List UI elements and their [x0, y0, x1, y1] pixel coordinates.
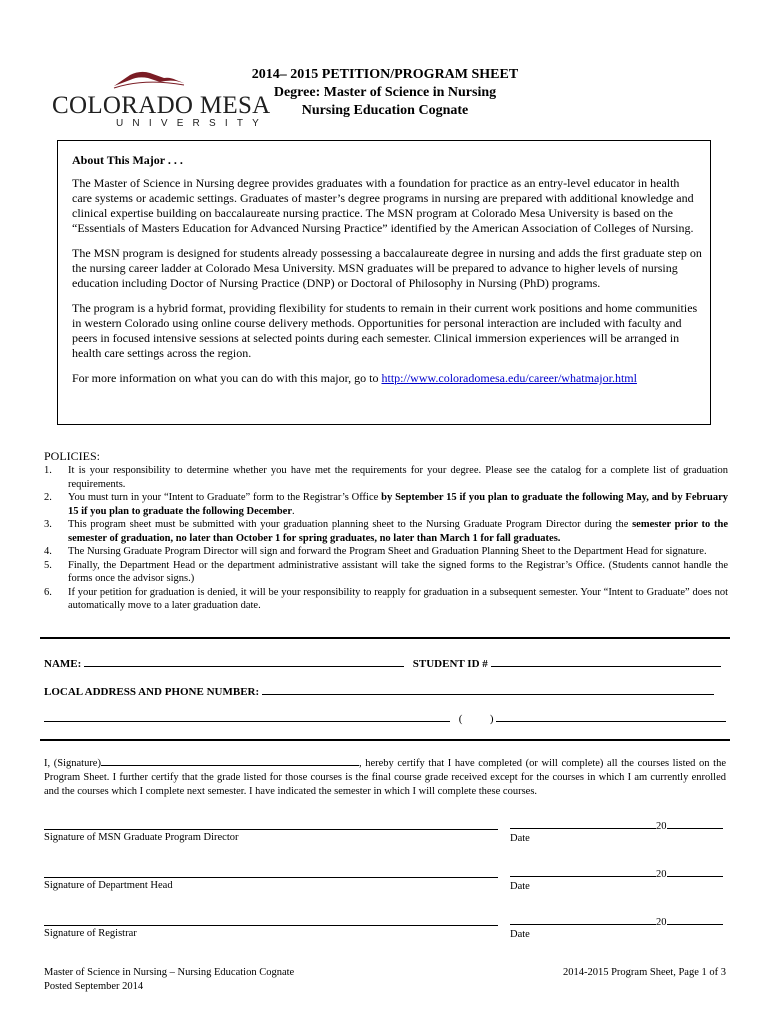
signature-label: Signature of Department Head — [44, 880, 173, 891]
phone-field[interactable] — [496, 711, 726, 722]
date-label: Date — [510, 833, 530, 844]
address-row — [44, 684, 714, 698]
date-block-registrar — [510, 914, 726, 940]
address-field[interactable] — [262, 684, 714, 695]
address-line-2-field[interactable] — [44, 711, 450, 722]
date-field[interactable] — [510, 866, 656, 877]
date-label: Date — [510, 881, 530, 892]
footer-program: Master of Science in Nursing – Nursing Education Cognate — [44, 967, 295, 978]
title-line-2: Degree: Master of Science in Nursing — [273, 85, 497, 100]
policy-item — [44, 586, 728, 613]
policy-text: You must turn in your “Intent to Graduate” form to the Registrar’s Office — [68, 492, 382, 503]
policy-number: 5. — [44, 559, 52, 571]
policy-deadline: semester prior to the semester of graduation, no later than October 1 for spring graduates, no later than March 1 for fall graduates. — [68, 519, 729, 544]
page-title — [240, 66, 530, 120]
date-field[interactable] — [510, 818, 656, 829]
policy-number: 4. — [44, 546, 52, 557]
about-major-box — [57, 140, 711, 425]
footer-left — [44, 966, 294, 994]
signature-block-department-head — [44, 877, 498, 891]
name-label: NAME: — [44, 658, 82, 670]
title-line-1: 2014– 2015 PETITION/PROGRAM SHEET — [251, 67, 519, 82]
year-field[interactable] — [667, 866, 723, 877]
date-block-department-head — [510, 866, 726, 892]
certify-text: , hereby certify that I have completed (or will complete) all the courses listed on the Program Sheet. I further certify that the grade listed for those courses is the final course grade received except for the courses in which I am currently enrolled and the courses which I complete next semester. I have indicated the semester in which I will complete these courses. — [44, 758, 726, 797]
name-field[interactable] — [84, 656, 404, 667]
university-logo — [52, 66, 271, 130]
year-prefix: 20 — [656, 869, 667, 880]
year-prefix: 20 — [656, 821, 667, 832]
policy-item — [44, 491, 728, 518]
policy-text: Finally, the Department Head or the department administrative assistant will take the signed forms to the Registrar’s Office. (Students cannot handle the forms once the advisor signs.) — [68, 559, 728, 584]
footer-posted: Posted September 2014 — [44, 981, 144, 992]
address-row-2 — [44, 711, 726, 725]
policies-list — [44, 464, 728, 613]
signature-label: Signature of Registrar — [44, 928, 137, 939]
date-field[interactable] — [510, 914, 656, 925]
career-link[interactable]: http://www.coloradomesa.edu/career/whatmajor.html — [381, 371, 637, 385]
policy-text: The Nursing Graduate Program Director will sign and forward the Program Sheet and Graduation Planning Sheet to the Department Head for signature. — [68, 546, 707, 557]
signature-label: Signature of MSN Graduate Program Director — [44, 832, 239, 843]
student-id-label: STUDENT ID # — [412, 658, 488, 670]
about-heading: About This Major . . . — [72, 153, 183, 167]
policy-text-end: . — [291, 505, 295, 517]
phone-paren-open: ( — [458, 713, 463, 725]
area-code-field[interactable] — [465, 712, 487, 722]
year-field[interactable] — [667, 914, 723, 925]
date-label: Date — [510, 929, 530, 940]
about-paragraph-3: The program is a hybrid format, providing flexibility for students to remain in their current work positions and home communities in western Colorado using online course delivery methods. Opportunities for personal interaction are included with faculty and peers in focused intensive sessions at selected points during each semester. Clinical immersion experiences will be arranged in health care settings across the region. — [72, 301, 698, 360]
policy-item — [44, 559, 728, 586]
phone-paren-close: ) — [489, 713, 494, 725]
signature-block-registrar — [44, 925, 498, 939]
name-row — [44, 656, 721, 670]
section-divider-2 — [40, 739, 730, 741]
about-paragraph-2: The MSN program is designed for students already possessing a baccalaureate degree in nursing and adds the first graduate step on the nursing career ladder at Colorado Mesa University. MSN graduates will be prepared to advance to higher levels of nursing education including Doctor of Nursing Practice (DNP) or Doctoral of Philosophy in Nursing (PhD) programs. — [72, 246, 702, 290]
student-id-field[interactable] — [491, 656, 721, 667]
section-divider — [40, 637, 730, 639]
year-field[interactable] — [667, 818, 723, 829]
certify-prefix: I, (Signature) — [44, 758, 101, 769]
policy-number: 2. — [44, 492, 52, 503]
footer-page-info: 2014-2015 Program Sheet, Page 1 of 3 — [562, 967, 726, 978]
logo-subtitle: UNIVERSITY — [116, 118, 269, 129]
certification-statement — [44, 755, 726, 799]
policy-text: This program sheet must be submitted with your graduation planning sheet to the Nursing Graduate Program Director during the — [68, 519, 633, 530]
student-signature-field[interactable] — [101, 755, 359, 766]
title-line-3: Nursing Education Cognate — [301, 103, 469, 118]
about-paragraph-4 — [72, 371, 702, 386]
policy-number: 1. — [44, 465, 52, 476]
about-paragraph-1: The Master of Science in Nursing degree provides graduates with a foundation for practice as an entry-level educator in health care systems or academic settings. Graduates of master’s degree programs in nursing are prepared with additional knowledge and clinical expertise building on baccalaureate nursing practice. The MSN program at Colorado Mesa University is based on the “Essentials of Masters Education for Advanced Nursing Practice” identified by the American Association of Colleges of Nursing. — [72, 176, 694, 235]
more-info-text: For more information on what you can do with this major, go to — [72, 371, 382, 385]
logo-wordmark: COLORADO MESA — [52, 92, 271, 119]
policy-text: If your petition for graduation is denied, it will be your responsibility to reapply for graduation in a subsequent semester. Your “Intent to Graduate” does not automatically move to a later graduation date. — [68, 586, 728, 611]
registrar-signature-field[interactable] — [44, 925, 498, 926]
policy-item — [44, 518, 728, 545]
policy-item — [44, 464, 728, 491]
signature-block-director — [44, 829, 498, 843]
policy-text: It is your responsibility to determine whether you have met the requirements for your degree. Please see the catalog for a complete list of graduation requirements. — [68, 465, 728, 490]
year-prefix: 20 — [656, 917, 667, 928]
policy-number: 3. — [44, 519, 52, 530]
address-label: LOCAL ADDRESS AND PHONE NUMBER: — [44, 686, 260, 698]
director-signature-field[interactable] — [44, 829, 498, 830]
policies-title: POLICIES: — [44, 449, 101, 463]
policy-number: 6. — [44, 586, 52, 598]
department-head-signature-field[interactable] — [44, 877, 498, 878]
date-block-director — [510, 818, 726, 844]
policy-item — [44, 545, 728, 559]
policy-deadline: by September 15 if you plan to graduate the following May, and by February 15 if you plan to graduate the following December — [68, 492, 728, 517]
